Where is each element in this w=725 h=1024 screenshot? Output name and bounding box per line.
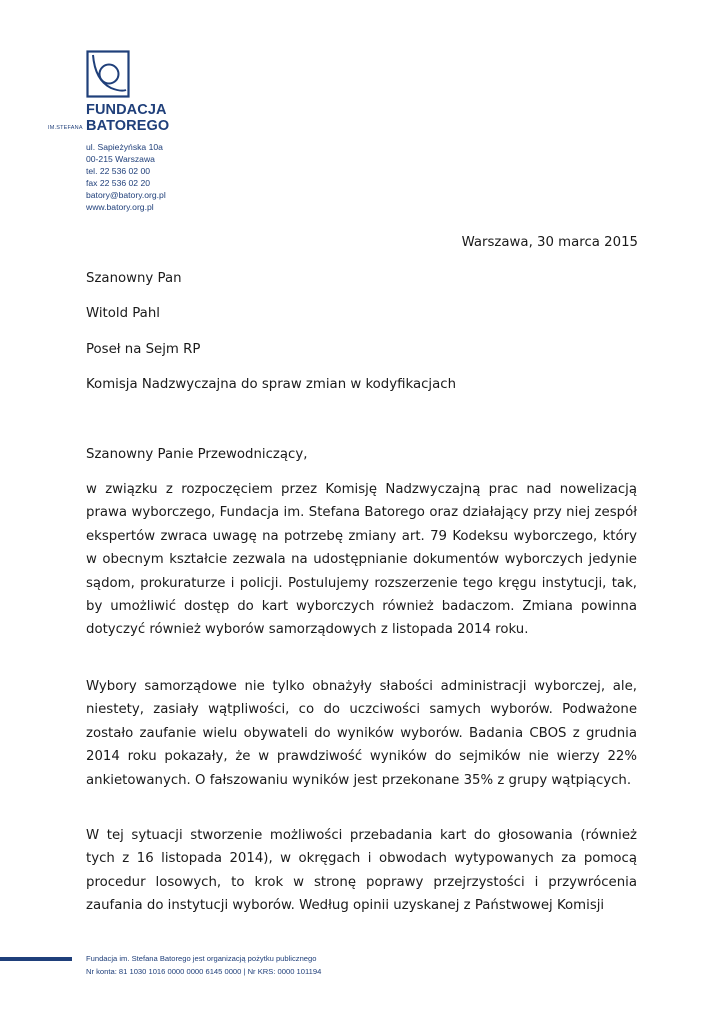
email-link[interactable]: batory@batory.org.pl [86, 190, 166, 201]
body-paragraph-2: Wybory samorządowe nie tylko obnażyły słabości administracji wyborczej, ale, niestety, zasiały wątpliwości, co do uczciwości samych wyborów. Podważone zostało zaufanie wielu obywateli do wyników wyborów. Badania CBOS z grudnia 2014 roku pokazały, że w prawdziwość wyników do sejmików nie wierzy 22% ankietowanych. O fałszowaniu wyników jest przekonane 35% z grupy wątpiących. [86, 679, 637, 788]
footer [86, 953, 321, 978]
footer-status: Fundacja im. Stefana Batorego jest organizacją pożytku publicznego [86, 954, 317, 963]
address-city: 00-215 Warszawa [86, 154, 155, 165]
phone-number: tel. 22 536 02 00 [86, 166, 151, 177]
website-link[interactable]: www.batory.org.pl [86, 202, 154, 213]
recipient-line: Szanowny Pan [86, 271, 182, 286]
body-paragraph-3: W tej sytuacji stworzenie możliwości przebadania kart do głosowania (również tych z 16 listopada 2014), w okręgach i obwodach wytypowanych za pomocą procedur losowych, to krok w stronę poprawy przejrzystości i przywrócenia zaufania do instytucji wyborów. Według opinii uzyskanej z Państwowej Komisji [86, 828, 637, 914]
foundation-logo-icon [86, 50, 130, 98]
footer-accent-bar [0, 957, 72, 961]
recipient-title: Poseł na Sejm RP [86, 342, 201, 357]
body-paragraph-1: w związku z rozpoczęciem przez Komisję Nadzwyczajną prac nad nowelizacją prawa wyborczego, Fundacja im. Stefana Batorego oraz działający przy niej zespół ekspertów zwraca uwagę na potrzebę zmiany art. 79 Kodeksu wyborczego, który w obecnym kształcie zezwala na udostępnianie dokumentów wyborczych jedynie sądom, prokuraturze i policji. Postulujemy rozszerzenie tego kręgu instytucji, tak, by umożliwić dostęp do kart wyborczych również badaczom. Zmiana powinna dotyczyć również wyborów samorządowych z listopada 2014 roku. [86, 482, 637, 638]
letter-date: Warszawa, 30 marca 2015 [461, 235, 638, 250]
recipient-committee: Komisja Nadzwyczajna do spraw zmian w kodyfikacjach [86, 377, 457, 392]
fax-number: fax 22 536 02 20 [86, 178, 151, 189]
brand-name-line2: BATOREGO [86, 118, 170, 134]
address-street: ul. Sapieżyńska 10a [86, 142, 163, 152]
footer-bank-info: Nr konta: 81 1030 1016 0000 0000 6145 0000 | Nr KRS: 0000 101194 [86, 966, 322, 976]
brand-prefix: IM.STEFANA [48, 125, 83, 131]
recipient-name: Witold Pahl [86, 306, 160, 321]
salutation: Szanowny Panie Przewodniczący, [86, 447, 308, 462]
brand-name-line1: FUNDACJA [86, 102, 167, 118]
contact-block [86, 141, 166, 214]
